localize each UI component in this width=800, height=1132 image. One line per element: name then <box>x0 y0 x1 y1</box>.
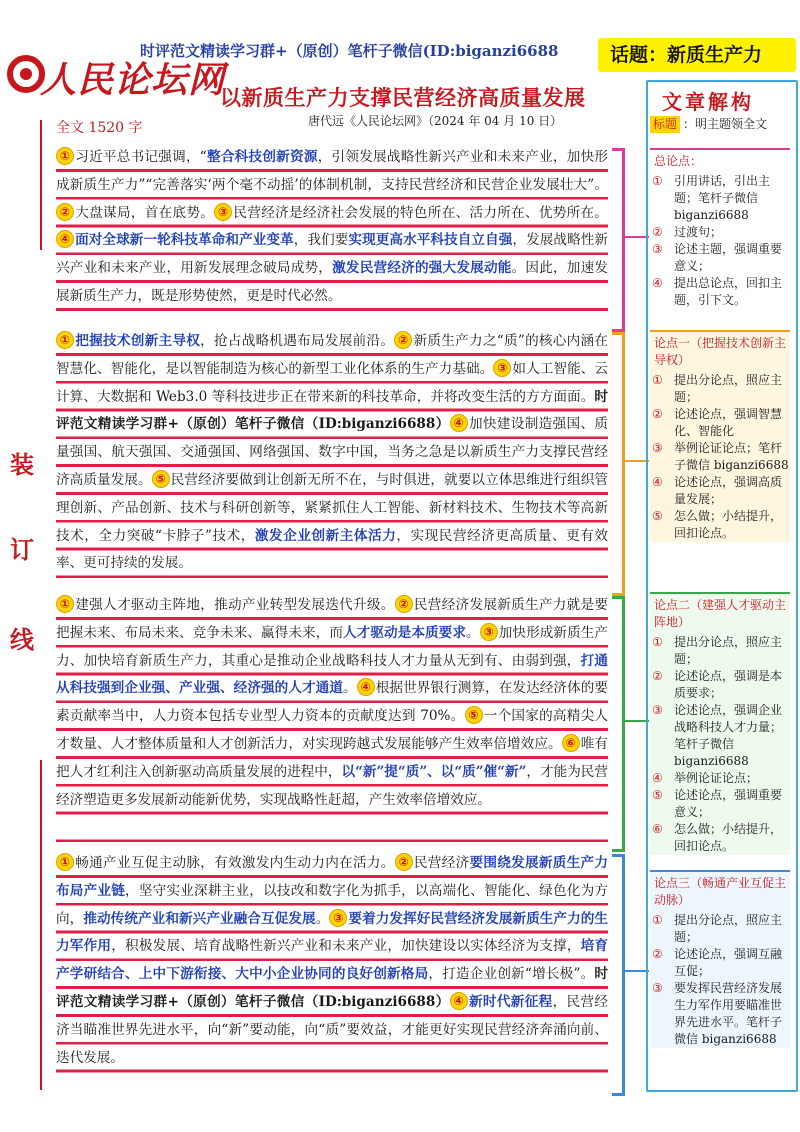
sidebar-item-number: ③ <box>652 703 663 717</box>
sidebar-item-number: ① <box>652 635 663 649</box>
paragraph-text: 民营经济 <box>413 855 470 871</box>
article-byline: 唐代远《人民论坛网》（2024 年 04 月 10 日） <box>308 114 563 128</box>
paragraph-text: 畅通产业互促主动脉，有效激发内生动力内在活力。 <box>75 855 395 871</box>
sidebar-section-title: 论点三（畅通产业互促主动脉） <box>654 876 787 907</box>
sidebar-item-number: ⑥ <box>652 822 663 836</box>
paragraph-text: 。 <box>343 680 357 697</box>
highlighted-phrase: 激发企业创新主体活力 <box>254 527 397 544</box>
sidebar-item <box>650 173 790 224</box>
article-title: 以新质生产力支撑民营经济高质量发展 <box>220 85 586 110</box>
sidebar-item-text: 论述论点，强调重要意义； <box>674 788 783 819</box>
sidebar-item <box>650 474 790 508</box>
sidebar-item-text: 怎么做；小结提升，回扣论点。 <box>674 822 783 853</box>
sidebar-item-number: ① <box>652 174 663 188</box>
sentence-number-badge: ③ <box>480 623 498 641</box>
sidebar-item <box>650 634 790 668</box>
sentence-number-badge: ① <box>56 595 74 613</box>
highlighted-phrase: 整合科技创新资源 <box>206 149 318 165</box>
sidebar-item <box>650 241 790 275</box>
sentence-number-badge: ② <box>395 595 413 613</box>
paragraph-text: 加快建设制造强国、质量强国、航天强国、交通强国、网络强国、数字中国，当务之急是以新质生产力支撑民营经济高质量发展。 <box>56 416 609 488</box>
highlighted-phrase: 推动传统产业和新兴产业融合互促发展 <box>83 910 316 927</box>
paragraph-text: ，积极发展、培育战略性新兴产业和未来产业，加快建设以实体经济为支撑， <box>111 938 581 955</box>
sidebar-item-number: ⑤ <box>652 509 663 523</box>
sidebar-item <box>650 821 790 855</box>
bracket-intro <box>612 148 625 332</box>
paragraph-text: 建强人才驱动主阵地，推动产业转型发展迭代升级。 <box>75 597 395 613</box>
bracket-point-1 <box>612 332 625 596</box>
sidebar-item-number: ② <box>652 407 663 421</box>
sidebar-item-number: ③ <box>652 981 663 995</box>
sidebar-item-text: 提出总论点，回扣主题，引下文。 <box>674 276 783 307</box>
paragraph-text: 如人工智能、云计算、大数据和 Web3.0 等科技进步正在带来新的科技革命，并将改变生活的方方面面。 <box>56 360 609 405</box>
logo-text: 人民论坛网 <box>40 59 226 101</box>
paragraph-text: 加快形成新质生产力、加快培育新质生产力，其重心是推动企业战略科技人才力量从无到有、由弱到强， <box>56 624 609 669</box>
paragraph-point-2 <box>56 592 608 850</box>
sidebar-section-3 <box>650 870 790 1048</box>
sidebar-item <box>650 224 790 241</box>
paragraph-text: ，发展战略性新兴产业和未来产业，用新发展理念破局成势， <box>56 232 609 277</box>
topic-banner <box>598 38 796 72</box>
sidebar-item <box>650 372 790 406</box>
paragraph-text: 大盘谋局，首在底势。 <box>75 204 215 221</box>
binding-line-bottom <box>40 760 42 1090</box>
sentence-number-badge: ④ <box>450 414 468 432</box>
sentence-number-badge: ① <box>56 331 74 349</box>
paragraph-text: ，才能为民营经济塑造更多发展新动能新优势，实现战略性赶超，产生效率倍增效应。 <box>56 763 608 808</box>
sidebar-item-text: 提出分论点，照应主题； <box>674 373 783 404</box>
sidebar-section-0 <box>650 148 790 309</box>
sidebar-item-text: 论述论点，强调企业战略科技人才力量；笔杆子微信 biganzi6688 <box>674 703 783 768</box>
paragraph-text: 民营经济要做到让创新无所不在，与时俱进，就要以立体思维进行组织管理创新、产品创新、技术与科研创新等，紧紧抓住人工智能、新材料技术、生物技术等高新技术，全力突破“卡脖子”技术， <box>56 471 609 544</box>
sidebar-item <box>650 787 790 821</box>
paragraph-text: ，抢占战略机遇布局发展前沿。 <box>200 333 395 349</box>
sentence-number-badge: ⑥ <box>562 734 580 752</box>
sidebar-item <box>650 668 790 702</box>
binding-char-3: 线 <box>10 625 34 654</box>
paragraph-text: 一个国家的高精尖人才数量、人才整体质量和人才创新活力，对实现跨越式发展能够产生效率倍增效应。 <box>56 708 608 752</box>
sidebar-heading: 文章解构 <box>662 90 754 114</box>
highlighted-phrase: 打通从科技强到企业强、产业强、经济强的人才通道 <box>56 652 609 697</box>
paragraph-text: ，我们要 <box>293 232 349 249</box>
sidebar-item <box>650 440 790 474</box>
sentence-number-badge: ② <box>56 203 74 221</box>
sentence-number-badge: ③ <box>214 203 232 221</box>
word-count: 全文 1520 字 <box>56 120 143 136</box>
sidebar-item-number: ① <box>652 373 663 387</box>
paragraph-text: 。因此，加速发展新质生产力，既是形势使然，更是时代必然。 <box>56 260 609 304</box>
paragraph-text: 。 <box>315 910 330 927</box>
header-group-line: 时评范文精读学习群+（原创）笔杆子微信(ID:biganzi6688 <box>140 42 559 60</box>
paragraph-text: 民营经济是经济社会发展的特色所在、活力所在、优势所在。 <box>233 204 609 221</box>
paragraph-intro <box>56 144 608 330</box>
sidebar-item-text: 提出分论点，照应主题； <box>674 635 783 666</box>
sentence-number-badge: ⑤ <box>152 470 170 488</box>
highlighted-phrase: 把握技术创新主导权 <box>75 333 201 349</box>
sidebar-item-number: ② <box>652 225 663 239</box>
sidebar-item <box>650 770 790 787</box>
sentence-number-badge: ④ <box>357 678 375 696</box>
sentence-number-badge: ② <box>395 853 413 871</box>
sidebar-section-title: 总论点： <box>654 154 703 168</box>
sidebar-item-number: ② <box>652 669 663 683</box>
sentence-number-badge: ③ <box>493 359 511 377</box>
sidebar-item-text: 要发挥民营经济发展生力军作用要瞄准世界先进水平。笔杆子微信 biganzi6688 <box>674 981 783 1046</box>
highlighted-phrase: 实现更高水平科技自立自强 <box>348 232 513 249</box>
sidebar-item-text: 举例论证论点；笔杆子微信 biganzi6688 <box>674 441 789 472</box>
sidebar-item-text: 论述论点，强调高质量发展； <box>674 475 783 506</box>
paragraph-text: ，打造企业创新“增长极”。 <box>428 966 595 983</box>
paragraph-text: 。 <box>466 624 480 641</box>
highlighted-phrase: 要着力发挥好民营经济发展新质生产力的生力军作用 <box>56 910 609 955</box>
binding-char-2: 订 <box>10 535 34 564</box>
sidebar-item-number: ④ <box>652 475 663 489</box>
title-tag: 标题 <box>650 116 680 133</box>
sentence-number-badge: ⑤ <box>465 706 483 724</box>
bracket-point-2 <box>612 596 625 852</box>
sidebar-section-2 <box>650 592 790 855</box>
sidebar-item-number: ④ <box>652 771 663 785</box>
sidebar-item <box>650 946 790 980</box>
sidebar-item-text: 提出分论点，照应主题； <box>674 913 783 944</box>
binding-char-1: 装 <box>10 450 34 479</box>
sentence-number-badge: ① <box>56 147 74 165</box>
sentence-number-badge: ① <box>56 853 74 871</box>
sidebar-item-number: ⑤ <box>652 788 663 802</box>
sidebar-item-text: 论述论点，强调是本质要求； <box>674 669 783 700</box>
sidebar-item-text: 论述论点，强调智慧化、智能化 <box>674 407 783 438</box>
bold-phrase: 时评范文精读学习群+（原创）笔杆子微信（ID:biganzi6688） <box>56 966 608 1010</box>
sidebar-item-text: 过渡句； <box>674 225 723 239</box>
sidebar-item-number: ③ <box>652 242 663 256</box>
title-note-text: ：明主题领全文 <box>683 117 768 131</box>
sidebar-item <box>650 406 790 440</box>
sidebar-item <box>650 508 790 542</box>
sidebar-section-title: 论点一（把握技术创新主导权） <box>654 336 787 367</box>
sidebar-title-note <box>650 116 790 133</box>
sidebar-item <box>650 702 790 770</box>
sidebar-item-text: 举例论证论点； <box>674 771 759 785</box>
topic-text: 话题：新质生产力 <box>610 44 763 66</box>
sentence-number-badge: ④ <box>450 992 468 1010</box>
paragraph-point-3 <box>56 850 608 1094</box>
binding-line-top <box>40 120 42 250</box>
sidebar-section-1 <box>650 330 790 542</box>
paragraph-text: ，实现民营经济更高质量、更有效率、更可持续的发展。 <box>56 527 609 572</box>
sidebar-item-text: 论述主题，强调重要意义； <box>674 242 783 273</box>
paragraph-point-1 <box>56 328 608 594</box>
bracket-point-3 <box>612 854 625 1096</box>
paragraph-text: ，引领发展战略性新兴产业和未来产业，加快形成新质生产力”“完善落实‘两个毫不动摇’的体制机制，支持民营经济和民营企业发展壮大”。 <box>56 149 609 193</box>
highlighted-phrase: 面对全球新一轮科技革命和产业变革 <box>75 232 294 249</box>
sidebar-item-number: ③ <box>652 441 663 455</box>
paragraph-text: 新质生产力之“质”的核心内涵在智慧化、智能化，是以智能制造为核心的新型工业化体系的生产力基础。 <box>56 333 609 377</box>
sidebar-item-text: 论述论点，强调互融互促； <box>674 947 783 978</box>
sidebar-item <box>650 275 790 309</box>
highlighted-phrase: 激发民营经济的强大发展动能 <box>332 260 512 277</box>
highlighted-phrase: 以“新”提“质”、以“质”催“新” <box>341 763 527 780</box>
sentence-number-badge: ② <box>394 331 412 349</box>
highlighted-phrase: 人才驱动是本质要求 <box>343 624 466 641</box>
paragraph-text: ，民营经济当瞄准世界先进水平，向“新”要动能，向“质”要效益，才能更好实现民营经济奔涌向前、迭代发展。 <box>56 993 609 1066</box>
sentence-number-badge: ④ <box>56 230 74 248</box>
sentence-number-badge: ③ <box>329 909 347 927</box>
paragraph-text: ，坚守实业深耕主业，以技改和数字化为抓手，以高端化、智能化、绿色化为方向， <box>56 882 609 927</box>
paragraph-text: 唯有把人才红利注入创新驱动高质量发展的进程中， <box>56 735 609 780</box>
paragraph-text: 民营经济发展新质生产力就是要把握未来、布局未来、竞争未来、赢得未来，而 <box>56 597 609 641</box>
sidebar-section-title: 论点二（建强人才驱动主阵地） <box>654 598 787 629</box>
paragraph-text: 习近平总书记强调，“ <box>75 149 207 165</box>
sidebar-item-number: ④ <box>652 276 663 290</box>
sidebar-item-text: 引用讲话，引出主题；笔杆子微信 biganzi6688 <box>674 174 771 222</box>
sidebar-item-number: ② <box>652 947 663 961</box>
sidebar-item <box>650 980 790 1048</box>
sidebar-item <box>650 912 790 946</box>
highlighted-phrase: 要围绕发展新质生产力布局产业链 <box>56 855 609 899</box>
highlighted-phrase: 新时代新征程 <box>468 993 553 1010</box>
bold-phrase: 时评范文精读学习群+（原创）笔杆子微信（ID:biganzi6688） <box>56 388 608 433</box>
sidebar-item-text: 怎么做；小结提升，回扣论点。 <box>674 509 783 540</box>
highlighted-phrase: 培育产学研结合、上中下游衔接、大中小企业协同的良好创新格局 <box>56 938 609 983</box>
paragraph-text: 根据世界银行测算，在发达经济体的要素贡献率当中，人力资本包括专业型人力资本的贡献度达到 70%。 <box>56 680 609 725</box>
sidebar-item-number: ① <box>652 913 663 927</box>
